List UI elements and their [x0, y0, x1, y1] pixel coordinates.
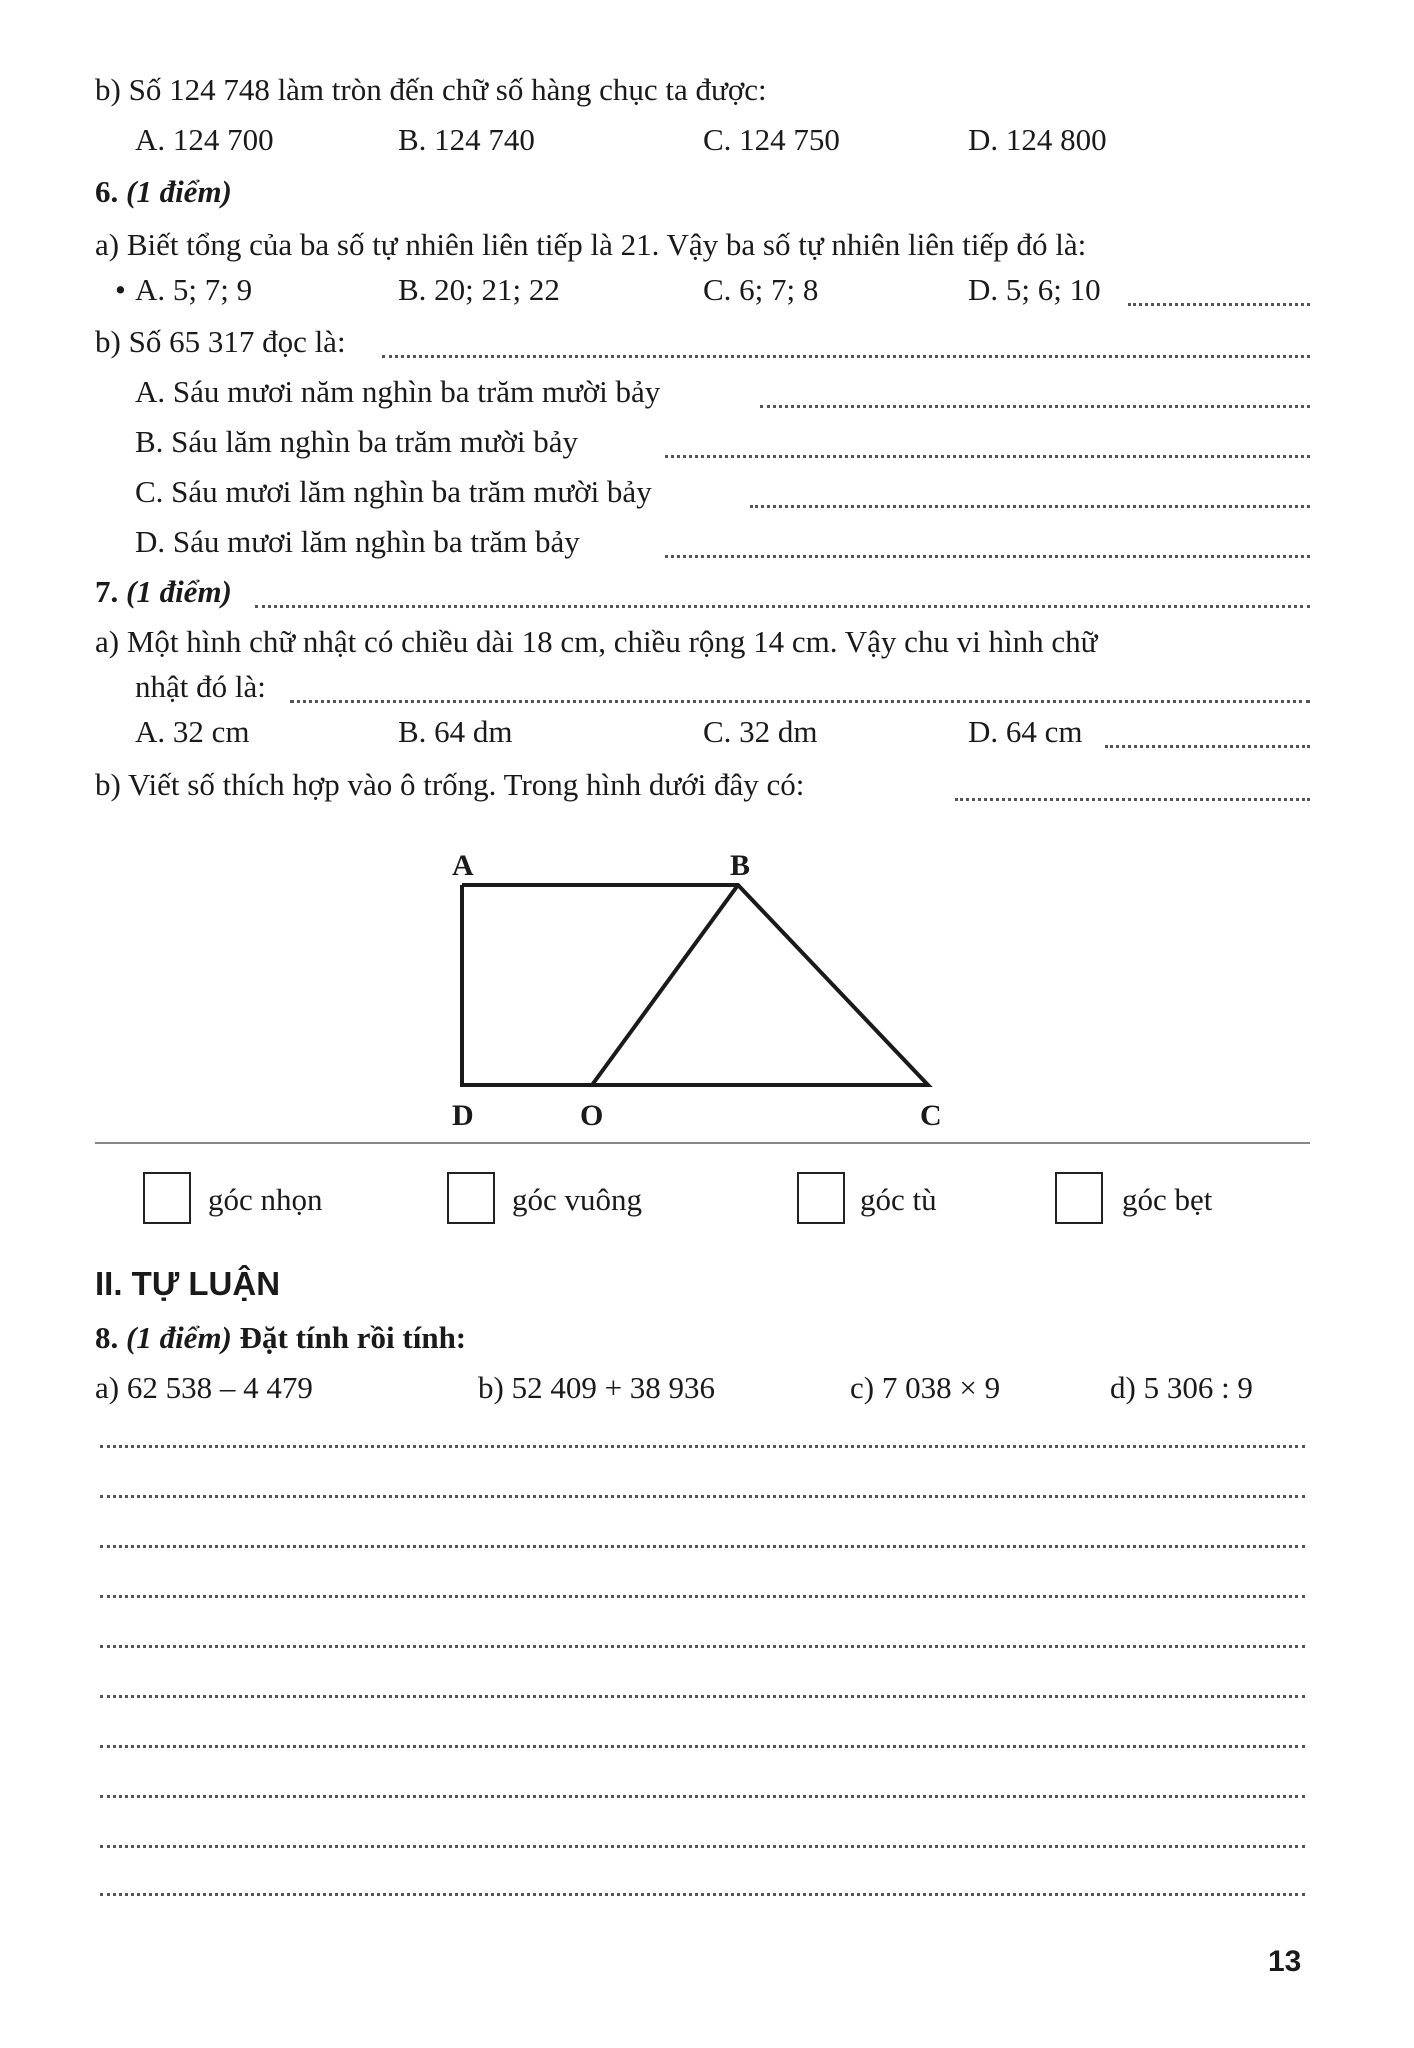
q6-number: 6. [95, 174, 119, 209]
box-right-angle[interactable] [447, 1172, 495, 1224]
section-title-essay: II. TỰ LUẬN [95, 1265, 281, 1302]
answer-line[interactable] [100, 1495, 1305, 1498]
q7-number: 7. [95, 574, 119, 609]
q6a-option-b[interactable]: B. 20; 21; 22 [398, 272, 560, 307]
label-straight-angle: góc bẹt [1122, 1182, 1213, 1217]
figure-outline [462, 885, 928, 1085]
answer-line[interactable] [100, 1645, 1305, 1648]
q8-instruction: Đặt tính rồi tính: [239, 1320, 467, 1355]
q8-item-d: d) 5 306 : 9 [1110, 1370, 1253, 1405]
q6a-question: a) Biết tổng của ba số tự nhiên liên tiếp là 21. Vậy ba số tự nhiên liên tiếp đó là: [95, 227, 1087, 262]
answer-line[interactable] [100, 1445, 1305, 1448]
q6a-bullet: • [115, 272, 126, 307]
q6a-option-d[interactable]: D. 5; 6; 10 [968, 272, 1101, 307]
q7-header [95, 572, 232, 612]
dotted-line [290, 700, 1310, 703]
q6b-option-a[interactable]: A. Sáu mươi năm nghìn ba trăm mười bảy [135, 374, 661, 409]
q8-item-a: a) 62 538 – 4 479 [95, 1370, 313, 1405]
q7a-question-line2: nhật đó là: [135, 669, 266, 704]
q5b-option-d[interactable]: D. 124 800 [968, 122, 1107, 157]
answer-line[interactable] [100, 1695, 1305, 1698]
dotted-line [1105, 745, 1310, 748]
q6a-option-c[interactable]: C. 6; 7; 8 [703, 272, 819, 307]
q6b-option-c[interactable]: C. Sáu mươi lăm nghìn ba trăm mười bảy [135, 474, 652, 509]
q5b-option-a[interactable]: A. 124 700 [135, 122, 274, 157]
q8-points: (1 điểm) [126, 1320, 232, 1355]
box-acute-angle[interactable] [143, 1172, 191, 1224]
q5b-question: b) Số 124 748 làm tròn đến chữ số hàng chục ta được: [95, 72, 767, 107]
trapezoid-figure [440, 840, 960, 1140]
q8-header [95, 1318, 466, 1358]
answer-line[interactable] [100, 1845, 1305, 1848]
label-b: B [730, 849, 751, 882]
dotted-line [665, 555, 1310, 558]
q6-header [95, 172, 232, 212]
separator-line [95, 1142, 1310, 1144]
q5b-option-c[interactable]: C. 124 750 [703, 122, 840, 157]
q6b-question: b) Số 65 317 đọc là: [95, 324, 346, 359]
answer-line[interactable] [100, 1545, 1305, 1548]
box-obtuse-angle[interactable] [797, 1172, 845, 1224]
answer-line[interactable] [100, 1745, 1305, 1748]
q8-item-b: b) 52 409 + 38 936 [478, 1370, 716, 1405]
box-straight-angle[interactable] [1055, 1172, 1103, 1224]
label-acute-angle: góc nhọn [208, 1182, 323, 1217]
q7a-option-b[interactable]: B. 64 dm [398, 714, 513, 749]
label-d: D [452, 1099, 474, 1132]
q7a-option-a[interactable]: A. 32 cm [135, 714, 250, 749]
label-o: O [580, 1099, 604, 1132]
label-right-angle: góc vuông [512, 1182, 643, 1217]
q5b-option-b[interactable]: B. 124 740 [398, 122, 535, 157]
answer-line[interactable] [100, 1795, 1305, 1798]
dotted-line [760, 405, 1310, 408]
q7a-option-d[interactable]: D. 64 cm [968, 714, 1083, 749]
dotted-line [255, 605, 1310, 608]
q7b-question: b) Viết số thích hợp vào ô trống. Trong hình dưới đây có: [95, 767, 805, 802]
q6-points: (1 điểm) [126, 174, 232, 209]
page-number: 13 [1268, 1945, 1302, 1978]
q7-points: (1 điểm) [126, 574, 232, 609]
answer-line[interactable] [100, 1893, 1305, 1896]
figure-diagonal-ob [592, 885, 738, 1085]
label-a: A [452, 849, 474, 882]
dotted-line [750, 505, 1310, 508]
q6b-option-b[interactable]: B. Sáu lăm nghìn ba trăm mười bảy [135, 424, 579, 459]
answer-line[interactable] [100, 1595, 1305, 1598]
q7a-question-line1: a) Một hình chữ nhật có chiều dài 18 cm, chiều rộng 14 cm. Vậy chu vi hình chữ [95, 624, 1098, 659]
dotted-line [665, 455, 1310, 458]
q8-number: 8. [95, 1320, 119, 1355]
label-c: C [920, 1099, 942, 1132]
q6a-option-a[interactable]: A. 5; 7; 9 [135, 272, 253, 307]
q6b-option-d[interactable]: D. Sáu mươi lăm nghìn ba trăm bảy [135, 524, 580, 559]
q8-item-c: c) 7 038 × 9 [850, 1370, 1001, 1405]
dotted-line [1128, 303, 1310, 306]
q7a-option-c[interactable]: C. 32 dm [703, 714, 818, 749]
dotted-line [955, 798, 1310, 801]
label-obtuse-angle: góc tù [860, 1182, 937, 1217]
dotted-line [382, 355, 1310, 358]
